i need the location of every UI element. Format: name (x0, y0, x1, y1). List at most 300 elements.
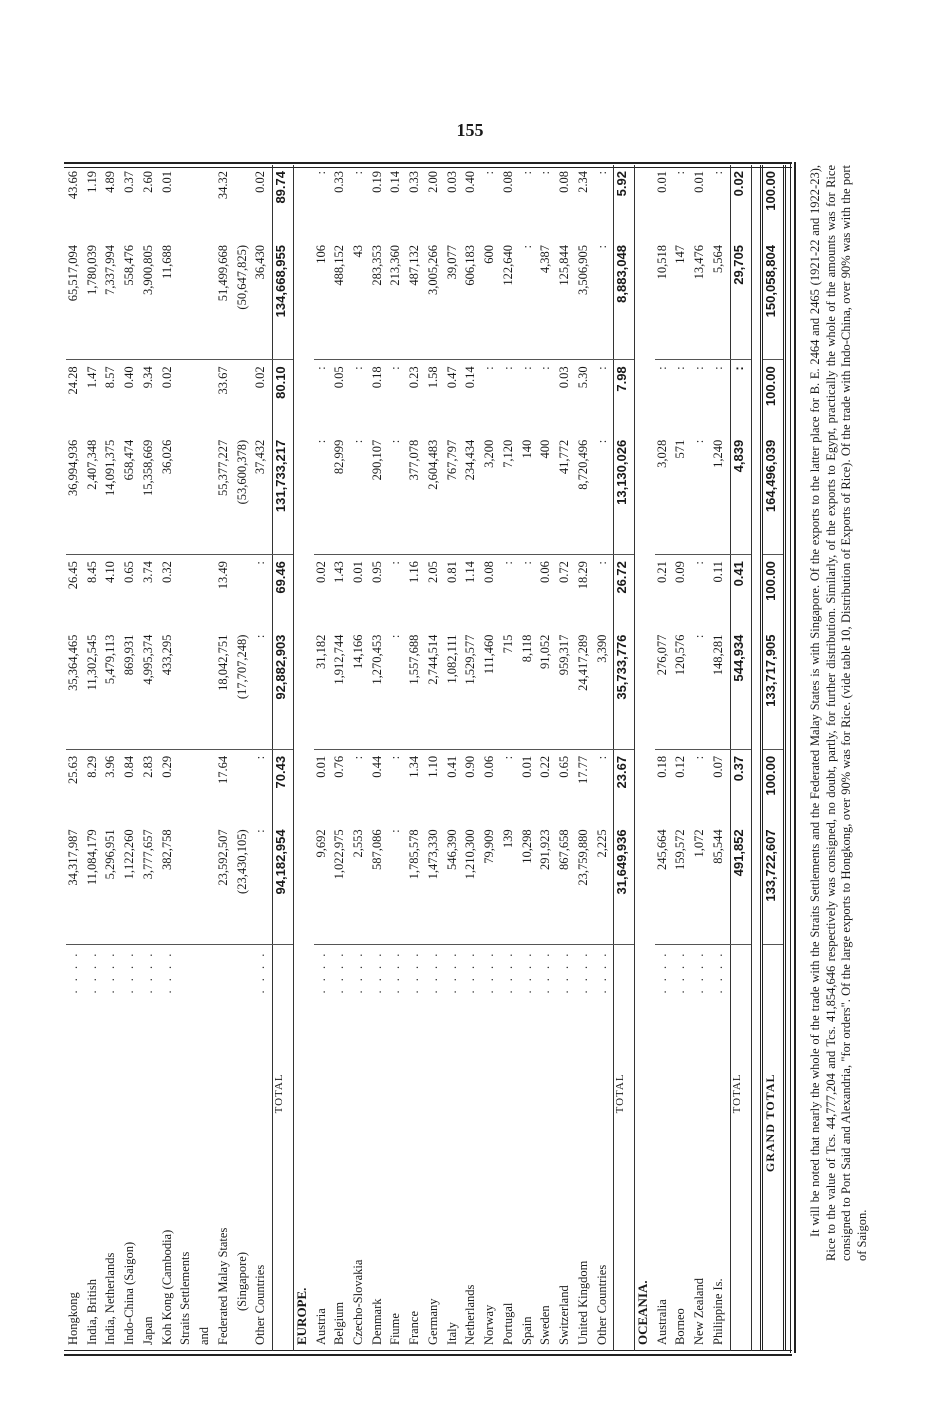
leader-dots: . . . . (159, 950, 174, 994)
percent-cell: 0.37 (730, 749, 751, 823)
percent-cell: 0.40 (463, 171, 478, 193)
leader-dots: . . . . (519, 950, 534, 994)
row-label: Italy (444, 1322, 459, 1345)
singapore-value: (17,707,248) (235, 629, 254, 750)
percent-cell: 1.34 (407, 755, 422, 778)
percent-cell: 17.64 (215, 755, 230, 785)
percent-cell: : (673, 171, 688, 175)
percent-cell: 0.06 (538, 561, 553, 583)
value-cell: 133,722,607 (761, 823, 784, 944)
row-label: Belgium (332, 1301, 347, 1345)
percent-cell: 0.22 (538, 755, 553, 778)
percent-cell: 0.02 (313, 561, 328, 583)
percent-cell: 8.29 (84, 755, 99, 778)
percent-cell: : (594, 171, 609, 175)
spacer-cell (751, 165, 761, 1351)
value-cell: 291,923 (538, 823, 557, 944)
value-cell: 4,839 (730, 434, 751, 555)
leader-dots: . . . . (425, 950, 440, 994)
percent-cell: 0.19 (369, 171, 384, 193)
oceania-total-row (730, 165, 751, 1351)
value-cell: 3,200 (482, 434, 501, 555)
percent-cell: 0.32 (159, 561, 174, 583)
percent-cell: 0.03 (444, 171, 459, 193)
percent-cell: 0.44 (369, 755, 384, 778)
percent-cell: 100.00 (761, 165, 784, 239)
section-heading: EUROPE. (293, 1287, 309, 1345)
value-cell: 2,225 (595, 823, 614, 944)
value-cell: 290,107 (370, 434, 389, 555)
percent-cell: 0.01 (313, 755, 328, 778)
value-cell: : (388, 434, 407, 555)
empty-cell (197, 165, 216, 239)
percent-cell: 33.67 (215, 366, 230, 395)
leader-dots: . . . . (407, 950, 422, 994)
table-frame-right (790, 162, 796, 1353)
table-row (426, 165, 445, 1351)
row-label: France (407, 1310, 422, 1345)
percent-cell: 8.57 (103, 366, 118, 389)
table-row (655, 165, 674, 1351)
row-label: Hongkong (66, 1292, 80, 1345)
leader-dots: . . . . (654, 950, 669, 994)
percent-cell: 0.41 (730, 555, 751, 629)
percent-cell: : (388, 561, 403, 565)
value-cell: 3,005,266 (426, 239, 445, 360)
value-cell: 133,717,905 (761, 629, 784, 750)
value-cell: 7,120 (501, 434, 520, 555)
row-label: Austria (313, 1308, 328, 1345)
value-cell: : (692, 629, 711, 750)
value-cell: 65,517,094 (66, 239, 85, 360)
percent-cell: 2.00 (425, 171, 440, 193)
row-label: GRAND TOTAL (761, 1067, 784, 1351)
value-cell: : (388, 823, 407, 944)
value-cell: : (314, 434, 333, 555)
percent-cell: 7.98 (614, 360, 635, 434)
empty-cell (197, 823, 216, 944)
row-label: Portugal (500, 1302, 515, 1345)
leader-dots (178, 944, 197, 1067)
value-cell: 9,692 (314, 823, 333, 944)
row-label: Other Countries (253, 1264, 268, 1345)
value-cell: : (253, 629, 272, 750)
leader-dots: . . . . (482, 950, 497, 994)
percent-cell: 0.09 (673, 561, 688, 583)
value-cell: 234,434 (463, 434, 482, 555)
value-cell: : (692, 434, 711, 555)
percent-cell: : (710, 171, 725, 175)
value-cell: 36,026 (160, 434, 179, 555)
value-cell: 4,995,374 (141, 629, 160, 750)
value-cell: 491,852 (730, 823, 751, 944)
value-cell: 23,592,507 (216, 823, 235, 944)
percent-cell: : (538, 366, 553, 370)
percent-cell: : (482, 366, 497, 370)
percent-cell: : (519, 366, 534, 370)
table-row (407, 165, 426, 1351)
percent-cell: 3.96 (103, 755, 118, 778)
value-cell: 11,302,545 (85, 629, 104, 750)
value-cell: 715 (501, 629, 520, 750)
percent-cell: : (519, 561, 534, 565)
percent-cell: 17.77 (575, 755, 590, 785)
percent-cell: : (351, 755, 365, 760)
europe-total-row (614, 165, 635, 1351)
value-cell: 111,460 (482, 629, 501, 750)
percent-cell: 23.67 (614, 749, 635, 823)
percent-cell: 0.02 (253, 366, 268, 389)
table-row (332, 165, 351, 1351)
value-cell: 1,072 (692, 823, 711, 944)
singapore-subrow (235, 165, 254, 1351)
percent-cell: : (594, 366, 609, 370)
value-cell: 5,479,113 (103, 629, 122, 750)
value-cell: 131,733,217 (273, 434, 294, 555)
percent-cell: : (482, 171, 497, 175)
empty-cell (197, 360, 216, 434)
percent-cell: : (253, 561, 268, 565)
value-cell: 2,604,483 (426, 434, 445, 555)
value-cell: 245,664 (655, 823, 674, 944)
leader-dots (614, 944, 635, 1067)
percent-cell: 2.60 (140, 171, 155, 193)
empty-cell (235, 749, 254, 823)
percent-cell: : (594, 561, 609, 565)
table-row (482, 165, 501, 1351)
section-heading-row (293, 165, 313, 1351)
percent-cell: : (388, 755, 403, 760)
value-cell: 558,476 (122, 239, 141, 360)
empty-cell (178, 360, 197, 434)
section-heading: OCEANIA. (635, 1280, 651, 1345)
percent-cell: : (253, 755, 268, 760)
table-row (576, 165, 595, 1351)
singapore-value: (50,647,825) (235, 239, 254, 360)
table-row (178, 165, 197, 1351)
table-row (370, 165, 389, 1351)
leader-dots: . . . . (692, 950, 707, 994)
row-label: Borneo (673, 1308, 688, 1345)
value-cell: 487,132 (407, 239, 426, 360)
row-label: Fiume (388, 1313, 403, 1345)
percent-cell: : (351, 171, 365, 175)
value-cell: 36,430 (253, 239, 272, 360)
table-row (595, 165, 614, 1351)
table-row (557, 165, 576, 1351)
spacer-row (751, 165, 761, 1351)
row-label: Australia (654, 1299, 669, 1345)
percent-cell: 0.12 (673, 755, 688, 778)
percent-cell: : (692, 755, 707, 760)
percent-cell: 0.14 (463, 366, 478, 389)
row-label: United Kingdom (575, 1260, 590, 1345)
row-label: Philippine Is. (710, 1278, 725, 1345)
value-cell: 10,298 (520, 823, 539, 944)
row-label: Germany (425, 1298, 440, 1345)
percent-cell: 0.01 (654, 171, 669, 193)
value-cell: 8,720,496 (576, 434, 595, 555)
percent-cell: 0.21 (654, 561, 669, 583)
row-label: India, British (84, 1279, 99, 1345)
value-cell: 5,296,951 (103, 823, 122, 944)
leader-dots: . . . . (253, 950, 268, 994)
percent-cell: 18.29 (575, 561, 590, 590)
value-cell: 82,999 (332, 434, 351, 555)
percent-cell: 0.01 (159, 171, 174, 193)
table-row (538, 165, 557, 1351)
table-row (122, 165, 141, 1351)
value-cell: 134,668,955 (273, 239, 294, 360)
value-cell: 1,473,330 (426, 823, 445, 944)
value-cell: 31,182 (314, 629, 333, 750)
empty-cell (235, 165, 254, 239)
empty-cell (235, 555, 254, 629)
value-cell: 213,360 (388, 239, 407, 360)
value-cell: 14,091,375 (103, 434, 122, 555)
percent-cell: : (500, 366, 515, 370)
value-cell: 148,281 (711, 629, 730, 750)
value-cell: 869,931 (122, 629, 141, 750)
value-cell: 140 (520, 434, 539, 555)
value-cell: 587,086 (370, 823, 389, 944)
singapore-value: (53,600,378) (235, 434, 254, 555)
value-cell: 91,052 (538, 629, 557, 750)
table-row (673, 165, 692, 1351)
percent-cell: : (730, 360, 751, 434)
leader-dots: . . . . (313, 950, 328, 994)
leader-dots (216, 944, 235, 1067)
straits-row (216, 165, 235, 1351)
table-row (85, 165, 104, 1351)
percent-cell: 5.30 (575, 366, 590, 389)
value-cell: 55,377,227 (216, 434, 235, 555)
percent-cell: 1.47 (84, 366, 99, 389)
value-cell: : (388, 629, 407, 750)
empty-cell (197, 629, 216, 750)
value-cell: 571 (673, 434, 692, 555)
table-row (351, 165, 370, 1351)
value-cell: 1,780,039 (85, 239, 104, 360)
value-cell: 85,544 (711, 823, 730, 944)
percent-cell: 0.01 (692, 171, 707, 193)
value-cell: 23,759,880 (576, 823, 595, 944)
value-cell: 106 (314, 239, 333, 360)
value-cell: 18,042,751 (216, 629, 235, 750)
value-cell: 1,529,577 (463, 629, 482, 750)
row-label: India, Netherlands (103, 1252, 118, 1345)
value-cell: 959,317 (557, 629, 576, 750)
value-cell: 164,496,039 (761, 434, 784, 555)
value-cell: 8,883,048 (614, 239, 635, 360)
percent-cell: 89.74 (273, 165, 294, 239)
table-row (711, 165, 730, 1351)
value-cell: : (595, 434, 614, 555)
value-cell: 79,909 (482, 823, 501, 944)
asia-total-row (273, 165, 294, 1351)
percent-cell: 0.11 (710, 561, 725, 583)
value-cell: : (520, 239, 539, 360)
row-label: Netherlands (463, 1284, 478, 1345)
value-cell: 11,084,179 (85, 823, 104, 944)
leader-dots: . . . . (575, 950, 590, 994)
percent-cell: : (654, 366, 669, 370)
singapore-value: (23,430,105) (235, 823, 254, 944)
percent-cell: 1.16 (407, 561, 422, 583)
percent-cell: 0.02 (730, 165, 751, 239)
row-label: Denmark (369, 1298, 384, 1345)
percent-cell: 0.23 (407, 366, 422, 389)
value-cell: 92,882,903 (273, 629, 294, 750)
percent-cell: 26.45 (66, 561, 80, 590)
percent-cell: 69.46 (273, 555, 294, 629)
leader-dots: . . . . (351, 950, 365, 994)
value-cell: 3,028 (655, 434, 674, 555)
percent-cell: 0.65 (122, 561, 137, 583)
row-label: Federated Malay States (215, 1227, 230, 1345)
leader-dots: . . . . (500, 950, 515, 994)
table-row (463, 165, 482, 1351)
percent-cell: 100.00 (761, 360, 784, 434)
percent-cell: 1.58 (425, 366, 440, 389)
leader-dots: . . . . (388, 950, 403, 994)
percent-cell: 0.01 (351, 561, 365, 583)
percent-cell: 0.90 (463, 755, 478, 778)
table-row (253, 165, 272, 1351)
percent-cell: 70.43 (273, 749, 294, 823)
percent-cell: 2.05 (425, 561, 440, 583)
value-cell: 31,649,936 (614, 823, 635, 944)
value-cell: 2,407,348 (85, 434, 104, 555)
leader-dots: . . . . (332, 950, 347, 994)
value-cell: 1,022,975 (332, 823, 351, 944)
grand-total-row (761, 165, 784, 1351)
empty-cell (178, 749, 197, 823)
percent-cell: 1.14 (463, 561, 478, 583)
percent-cell: 0.08 (557, 171, 572, 193)
row-label: Koh Kong (Cambodia) (159, 1229, 174, 1345)
percent-cell: 26.72 (614, 555, 635, 629)
leader-dots: . . . . (84, 950, 99, 994)
value-cell: 120,576 (673, 629, 692, 750)
percent-cell: : (500, 561, 515, 565)
percent-cell: 0.07 (710, 755, 725, 778)
leader-dots: . . . . (66, 950, 80, 994)
percent-cell: 24.28 (66, 366, 80, 395)
table-row (197, 165, 216, 1351)
row-label: TOTAL (614, 1067, 635, 1351)
table-body (66, 165, 785, 1351)
value-cell: 283,353 (370, 239, 389, 360)
value-cell: 15,358,669 (141, 434, 160, 555)
percent-cell: 0.40 (122, 366, 137, 389)
percent-cell: 0.33 (332, 171, 347, 193)
percent-cell: 0.72 (557, 561, 572, 583)
row-label: Czecho-Slovakia (351, 1259, 365, 1345)
leader-dots: . . . . (122, 950, 137, 994)
value-cell: 7,337,994 (103, 239, 122, 360)
table-row (141, 165, 160, 1351)
value-cell: 3,777,657 (141, 823, 160, 944)
row-label: Spain (519, 1316, 534, 1345)
percent-cell: 0.37 (122, 171, 137, 193)
percent-cell: 0.18 (654, 755, 669, 778)
leader-dots (761, 944, 784, 1067)
percent-cell: 5.92 (614, 165, 635, 239)
percent-cell: 8.45 (84, 561, 99, 583)
empty-cell (178, 239, 197, 360)
leader-dots (197, 944, 216, 1067)
value-cell: 14,166 (351, 629, 370, 750)
value-cell: 544,934 (730, 629, 751, 750)
percent-cell: 0.33 (407, 171, 422, 193)
footnote-text: It will be noted that nearly the whole of the trade with the Straits Settlements and the Federated Malay States is with Singapore. Of the exports to the latter place for B. E. 2464 and 2465 (1921-22 and 1922-23), Rice to the value of Tcs. 44,777,204 and Tcs. 41,854,646 respectively was consigned, no doubt, partly, for further distribution. Similarly, of the exports to Egypt, practically the whole of the amounts was for Rice consigned to Port Said and Alexandria, "for orders". Of the large exports to Hongkong, over 90% was for Rice. (vide table 10, Distribution of Exports of Rice). Of the trade with Indo-China, over 90% was with the port of Saigon. (808, 165, 869, 1261)
value-cell: 382,758 (160, 823, 179, 944)
percent-cell: 0.84 (122, 755, 137, 778)
percent-cell: : (692, 366, 707, 370)
percent-cell: 0.06 (482, 755, 497, 778)
percent-cell: 0.95 (369, 561, 384, 583)
leader-dots: . . . . (673, 950, 688, 994)
table-row (692, 165, 711, 1351)
value-cell: 122,640 (501, 239, 520, 360)
value-cell: 3,506,905 (576, 239, 595, 360)
percent-cell: 0.08 (482, 561, 497, 583)
empty-cell (197, 239, 216, 360)
percent-cell: : (538, 171, 553, 175)
section-heading-row (635, 165, 655, 1351)
value-cell: 39,077 (445, 239, 464, 360)
value-cell: 3,900,805 (141, 239, 160, 360)
value-cell: 4,387 (538, 239, 557, 360)
empty-cell (197, 434, 216, 555)
percent-cell: 25.63 (66, 755, 80, 785)
trade-table (66, 165, 786, 1351)
value-cell: 2,744,514 (426, 629, 445, 750)
row-label: Japan (140, 1316, 155, 1345)
percent-cell: : (673, 366, 688, 370)
value-cell: 13,130,026 (614, 434, 635, 555)
value-cell: 10,518 (655, 239, 674, 360)
leader-dots (730, 944, 751, 1067)
percent-cell: : (351, 366, 365, 370)
row-label: New Zealand (692, 1278, 707, 1345)
percent-cell: : (710, 366, 725, 370)
percent-cell: : (519, 171, 534, 175)
value-cell: : (253, 823, 272, 944)
empty-cell (178, 823, 197, 944)
value-cell: 29,705 (730, 239, 751, 360)
value-cell: 150,058,804 (761, 239, 784, 360)
leader-dots: . . . . (463, 950, 478, 994)
value-cell: 94,182,954 (273, 823, 294, 944)
empty-cell (197, 555, 216, 629)
percent-cell: 0.01 (519, 755, 534, 778)
percent-cell: : (692, 561, 707, 565)
value-cell: 276,077 (655, 629, 674, 750)
value-cell: 34,317,987 (66, 823, 85, 944)
table-row (314, 165, 333, 1351)
percent-cell: 2.34 (575, 171, 590, 193)
percent-cell: : (500, 755, 515, 760)
percent-cell: 0.81 (444, 561, 459, 583)
percent-cell: 0.14 (388, 171, 403, 193)
value-cell: 606,183 (463, 239, 482, 360)
leader-dots: . . . . (557, 950, 572, 994)
percent-cell: 100.00 (761, 749, 784, 823)
value-cell: 37,432 (253, 434, 272, 555)
value-cell: 1,240 (711, 434, 730, 555)
